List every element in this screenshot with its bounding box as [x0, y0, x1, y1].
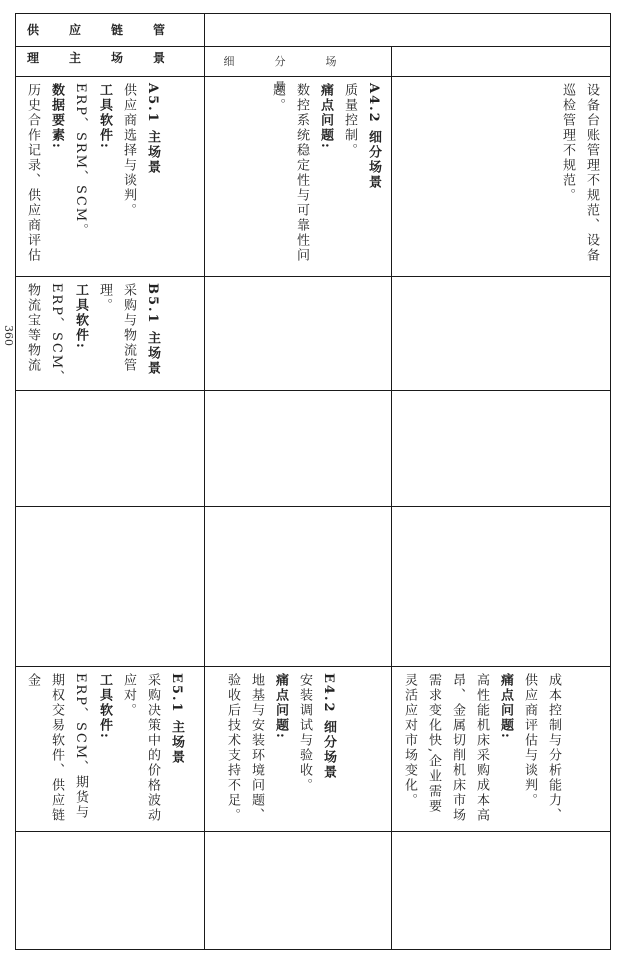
cell-equipment-pain [555, 83, 605, 273]
row-divider [15, 506, 611, 507]
cell-a4-2 [265, 83, 385, 273]
b5-1-tool-text: ERP、SCM、物流宝等物流 [25, 283, 64, 386]
a4-2-content [265, 83, 385, 273]
a4-2-pain-label: 痛点问题: [318, 83, 333, 150]
e4-2-content [220, 673, 340, 828]
e5-1-tool-text: ERP、SCM、期货与期权交易软件、供应链金 [25, 673, 88, 823]
table-border-bottom [15, 949, 611, 950]
row-divider [15, 276, 611, 277]
cell-e5-1 [20, 673, 200, 828]
table-border-left [15, 13, 16, 950]
cell-a5-1 [20, 83, 200, 273]
header-sub-scene-text: 细分场景 [223, 55, 377, 93]
a5-1-data-text: 历史合作记录、供应商评估 [25, 83, 40, 263]
row-divider [15, 666, 611, 667]
page-number: 360 [2, 325, 15, 346]
e4-2-title: E4.2 细分场景 [321, 673, 336, 781]
col-divider [391, 46, 392, 950]
b5-1-line1: 采购与物流管理。 [97, 283, 136, 373]
table-border-top [15, 13, 611, 14]
table-border-right [610, 13, 611, 950]
cell-e4-2 [220, 673, 388, 828]
b5-1-title: B5.1 主场景 [145, 283, 160, 377]
row-divider [15, 831, 611, 832]
a5-1-line1: 供应商选择与谈判。 [121, 83, 136, 218]
b5-1-tool-label: 工具软件: [73, 283, 88, 350]
a4-2-pain-text: 数控系统稳定性与可靠性问题。 [270, 83, 309, 263]
header-main-scene-text: 供应链管理主场景 [26, 23, 195, 65]
a4-2-line1: 质量控制。 [342, 83, 357, 158]
cost-control-pain-text: 高性能机床采购成本高昂、金属切削机床市场需求变化快,企业需要灵活应对市场变化。 [402, 673, 489, 823]
e5-1-content [20, 673, 188, 828]
a4-2-title: A4.2 细分场景 [366, 83, 381, 191]
cost-control-text: 成本控制与分析能力、供应商评估与谈判。 [522, 673, 561, 823]
equipment-pain-text: 设备台账管理不规范、设备巡检管理不规范。 [560, 83, 599, 263]
a5-1-tool-label: 工具软件: [97, 83, 112, 150]
cost-control-content [397, 673, 565, 828]
a5-1-tool-text: ERP、SRM、SCM。 [73, 83, 88, 239]
e5-1-tool-label: 工具软件: [97, 673, 112, 740]
cost-control-pain-label: 痛点问题: [498, 673, 513, 740]
e4-2-line1: 安装调试与验收。 [297, 673, 312, 793]
header-sub-scene [211, 49, 389, 93]
e4-2-pain-text: 地基与安装环境问题、验收后技术支持不足。 [225, 673, 264, 823]
col-divider [204, 13, 205, 950]
cell-cost-control [397, 673, 607, 828]
e5-1-line1: 采购决策中的价格波动应对。 [121, 673, 160, 823]
a5-1-content [20, 83, 164, 273]
b5-1-content [20, 283, 164, 387]
scenario-table [15, 13, 611, 950]
row-divider [15, 390, 611, 391]
cell-b5-1 [20, 283, 200, 387]
a5-1-title: A5.1 主场景 [145, 83, 160, 176]
header-main-scene [21, 16, 201, 65]
e5-1-title: E5.1 主场景 [169, 673, 184, 766]
e4-2-pain-label: 痛点问题: [273, 673, 288, 740]
a5-1-data-label: 数据要素: [49, 83, 64, 150]
